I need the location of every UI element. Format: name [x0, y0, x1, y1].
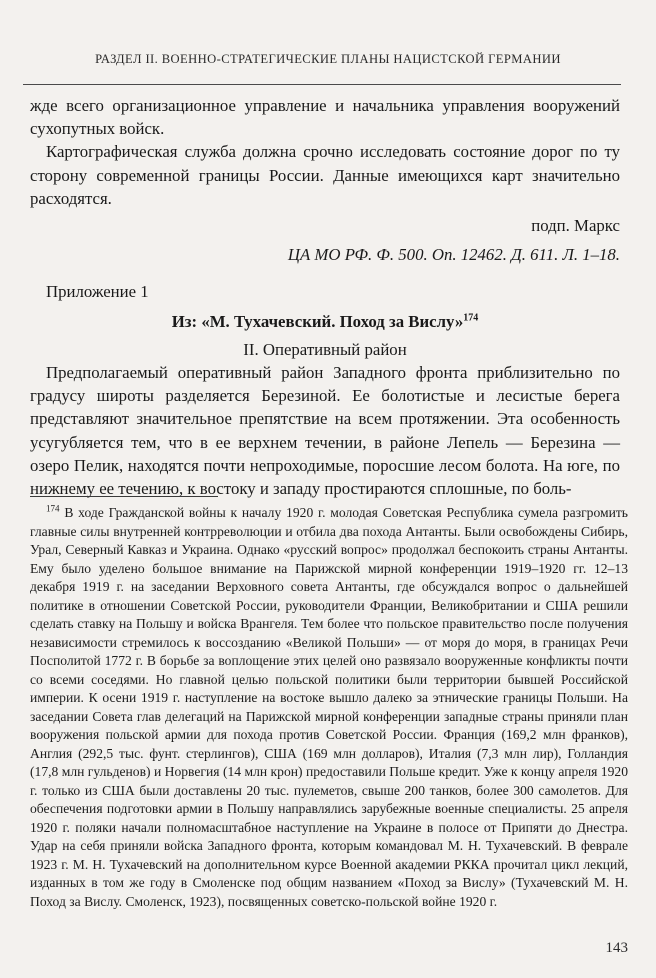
appendix-title-text: Из: «М. Тухачевский. Поход за Вислу»: [171, 311, 464, 331]
footnote-reference[interactable]: 174: [463, 312, 479, 324]
archive-reference: ЦА МО РФ. Ф. 500. Оп. 12462. Д. 611. Л. 1–18.: [287, 245, 620, 265]
paragraph-operational-area: Предполагаемый оперативный район Западного фронта приблизительно по градусу широты разделяется Березиной. Ее болотистые и лесистые берега представляют значительное препятствие на всем протяжении. Эта особенность усугубляется тем, что в ее верхнем течении, в районе Лепель — Березина — озеро Пелик, находятся почти непроходимые, поросшие лесом болота. На юге, по нижнему ее течению, к востоку и западу простираются сплошные, по боль-: [30, 363, 620, 499]
paragraph-cartography: Картографическая служба должна срочно исследовать состояние дорог по ту сторону современной границы России. Данные имеющихся карт значительно расходятся.: [30, 142, 620, 208]
appendix-title: [30, 310, 620, 333]
footnote: [30, 504, 628, 911]
paragraph-continuation: жде всего организационное управление и начальника управления вооружений сухопутных войск.: [30, 96, 620, 139]
footnote-text: В ходе Гражданской войны к началу 1920 г. молодая Советская Республика сумела разгромить главные силы внутренней контрреволюции и отбила два похода Антанты. Были освобождены Сибирь, Урал, Северный Кавказ и Украина. Однако «русский вопрос» продолжал беспокоить страны Антанты. Ему было уделено большое внимание на Парижской мирной конференции 1919–1920 гг. 12–13 декабря 1919 г. на заседании Верховного совета Антанты, где обсуждался вопрос о дальнейшей политике в отношении Советской России, руководители Франции, Великобритании и США решили сделать ставку на Польшу и войска Врангеля. Тем более что польское правительство после получения независимости стремилось к воссозданию «Великой Польши» — от моря до моря, в границах Речи Посполитой 1772 г. В борьбе за воплощение этих целей оно развязало вооруженные конфликты почти со всеми соседями. Но главной целью польской политики были территории бывшей Российской империи. К осени 1919 г. наступление на востоке вышло далеко за этнические границы Польши. На заседании Совета глав делегаций на Парижской мирной конференции западные страны приняли план вооружения польской армии для похода против Советской России. Франция (169,2 млн франков), Англия (292,5 тыс. фунт. стерлингов), США (169 млн долларов), Италия (7,3 млн лир), Голландия (17,8 млн гульденов) и Норвегия (14 млн крон) предоставили Польше кредит. Уже к концу апреля 1920 г. только из США были доставлены 20 тыс. пулеметов, свыше 200 танков, более 300 самолетов. Для обеспечения подготовки армии в Польшу направлялись зарубежные военные специалисты. 25 апреля 1920 г. поляки начали полномасштабное наступление на Украине в полосе от Припяти до Днестра. Удар на себя приняли войска Западного фронта, которым командовал М. Н. Тухачевский. В феврале 1923 г. М. Н. Тухачевский на дополнительном курсе Военной академии РККА прочитал цикл лекций, изданных в том же году в Смоленске под общим названием «Поход за Вислу» (Тухачевский М. Н. Поход за Вислу. Смоленск, 1923), посвященных советско-польской войне 1920 г.: [30, 505, 628, 909]
appendix-label: Приложение 1: [46, 282, 149, 302]
footnote-rule: [30, 496, 218, 497]
page-number: 143: [605, 940, 628, 956]
header-rule: [23, 84, 621, 85]
footnote-number: 174: [46, 503, 60, 514]
section-heading: II. Оперативный район: [243, 339, 407, 359]
signature-line: подп. Маркс: [531, 216, 620, 236]
main-text-block: [30, 94, 620, 500]
running-header: РАЗДЕЛ II. ВОЕННО-СТРАТЕГИЧЕСКИЕ ПЛАНЫ НАЦИСТСКОЙ ГЕРМАНИИ: [95, 52, 561, 66]
footnote-paragraph: [30, 504, 628, 911]
